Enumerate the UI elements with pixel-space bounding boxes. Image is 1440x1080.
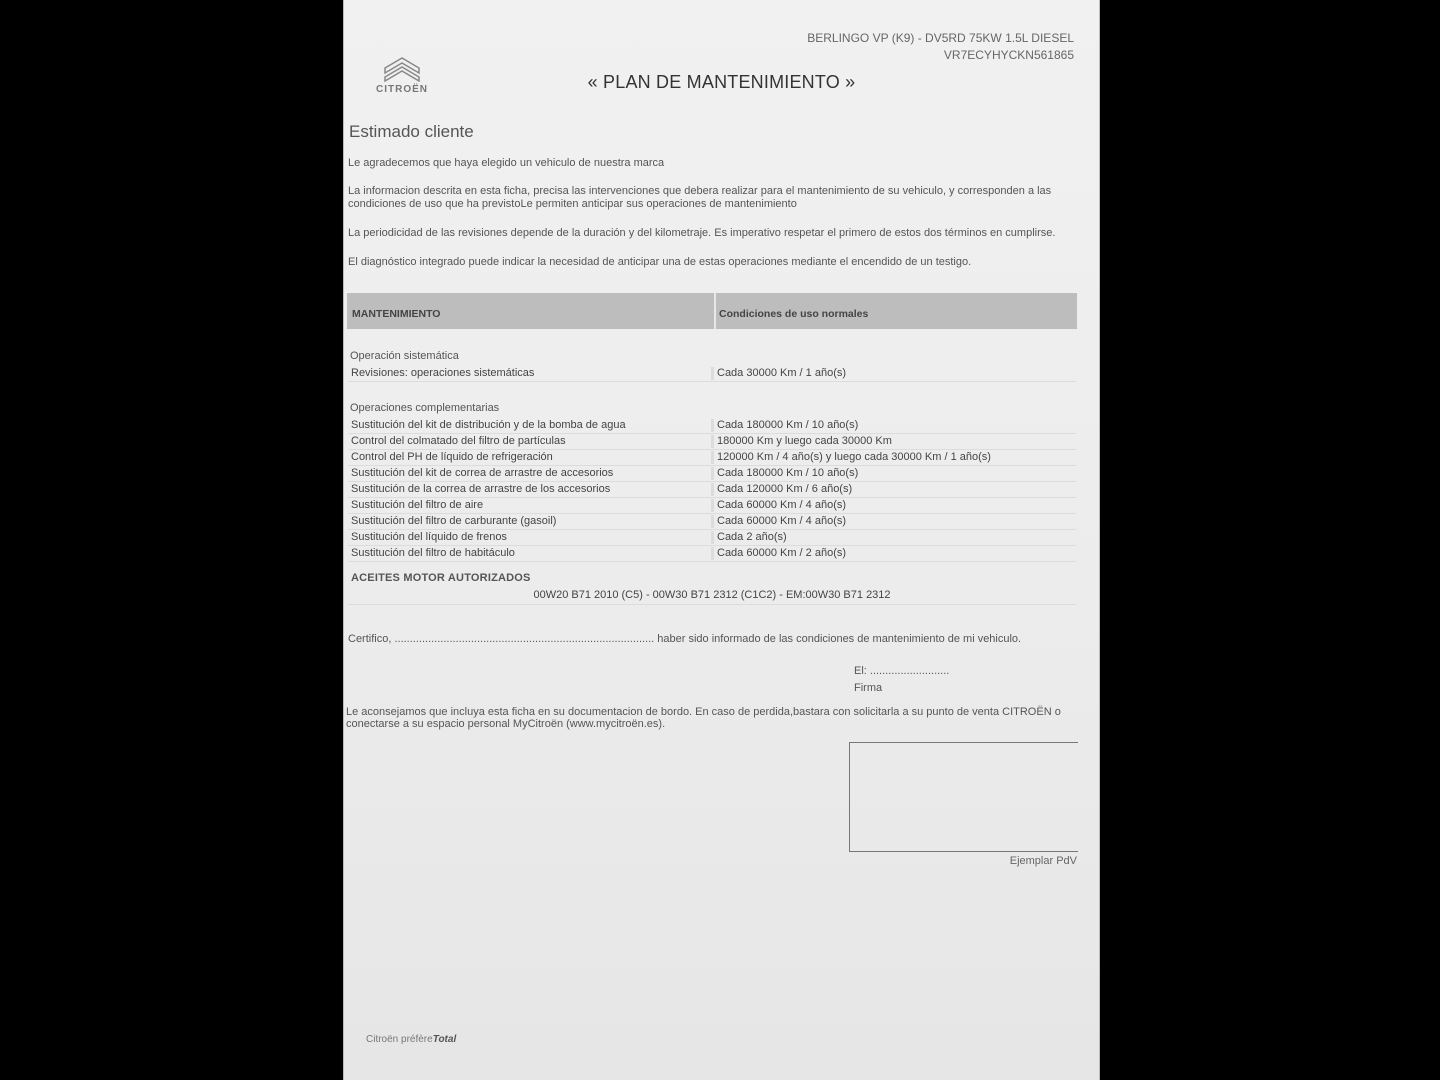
row-divider [711, 467, 714, 480]
table-row [348, 514, 1076, 530]
signature-label: Firma [854, 682, 883, 694]
header-divider [714, 293, 716, 329]
operation-label: Sustitución del filtro de carburante (gasoil) [351, 515, 557, 527]
operation-label: Control del PH de líquido de refrigeración [351, 451, 553, 463]
operation-label: Sustitución del filtro de aire [351, 499, 484, 511]
page-title: « PLAN DE MANTENIMIENTO » [587, 72, 856, 92]
footer-slogan [366, 1034, 456, 1045]
table-row [348, 546, 1076, 562]
operation-label: Sustitución de la correa de arrastre de los accesorios [351, 483, 611, 495]
footer-text: Citroën préfère [366, 1034, 433, 1045]
complementary-list [348, 418, 1076, 562]
row-divider [711, 451, 714, 464]
operation-label: Sustitución del líquido de frenos [351, 531, 507, 543]
condition-value: Cada 60000 Km / 4 año(s) [717, 499, 847, 511]
vehicle-info [807, 30, 1074, 64]
paragraph-diagnostic: El diagnóstico integrado puede indicar la necesidad de anticipar una de estas operaciones mediante el encendido de un testigo. [348, 256, 972, 268]
paragraph-thanks: Le agradecemos que haya elegido un vehiculo de nuestra marca [348, 157, 665, 169]
advice-text: Le aconsejamos que incluya esta ficha en su documentacion de bordo. En caso de perdida,bastara con solicitarla a su punto de venta CITROËN o conectarse a su espacio personal MyCitroën (www.mycitroën.es). [346, 706, 1061, 730]
table-row [348, 418, 1076, 434]
header-conditions: Condiciones de uso normales [719, 308, 869, 320]
row-divider [711, 499, 714, 512]
condition-value: Cada 2 año(s) [717, 531, 787, 543]
oils-heading: ACEITES MOTOR AUTORIZADOS [351, 572, 531, 584]
condition-value: Cada 180000 Km / 10 año(s) [717, 419, 859, 431]
row-divider [711, 419, 714, 432]
brand-name: CITROËN [376, 84, 428, 95]
systematic-list [348, 366, 1076, 382]
table-row [348, 466, 1076, 482]
header-maintenance: MANTENIMIENTO [352, 308, 441, 320]
row-divider [711, 483, 714, 496]
condition-value: Cada 120000 Km / 6 año(s) [717, 483, 853, 495]
complementary-heading: Operaciones complementarias [350, 402, 500, 414]
greeting: Estimado cliente [349, 122, 474, 141]
systematic-heading: Operación sistemática [350, 350, 459, 362]
footer-emphasis: Total [432, 1034, 457, 1045]
table-row [348, 450, 1076, 466]
dealer-stamp-box [849, 742, 1078, 852]
condition-value: Cada 60000 Km / 2 año(s) [717, 547, 847, 559]
operation-label: Sustitución del filtro de habitáculo [351, 547, 515, 559]
paragraph-periodicity: La periodicidad de las revisiones depende de la duración y del kilometraje. Es imperativo respetar el primero de estos dos términos en cumplirse. [348, 227, 1056, 239]
operation-label: Revisiones: operaciones sistemáticas [351, 367, 535, 379]
operation-label: Sustitución del kit de distribución y de la bomba de agua [351, 419, 626, 431]
table-row [348, 366, 1076, 382]
stamp-caption: Ejemplar PdV [1009, 855, 1077, 867]
table-row [348, 482, 1076, 498]
table-row [348, 434, 1076, 450]
table-row [348, 498, 1076, 514]
table-row [348, 530, 1076, 546]
row-divider [711, 367, 714, 380]
condition-value: 120000 Km / 4 año(s) y luego cada 30000 Km / 1 año(s) [717, 451, 991, 463]
table-header [347, 293, 1077, 329]
vehicle-model: BERLINGO VP (K9) - DV5RD 75KW 1.5L DIESEL [807, 31, 1074, 45]
condition-value: 180000 Km y luego cada 30000 Km [717, 435, 892, 447]
oils-value: 00W20 B71 2010 (C5) - 00W30 B71 2312 (C1C2) - EM:00W30 B71 2312 [348, 589, 1076, 605]
condition-value: Cada 30000 Km / 1 año(s) [717, 367, 847, 379]
condition-value: Cada 60000 Km / 4 año(s) [717, 515, 847, 527]
row-divider [711, 531, 714, 544]
certification-text: Certifico, ..................................................................................... haber sido informado de las condiciones de mantenimiento de mi vehiculo. [348, 633, 1022, 645]
signature-date: El: .......................... [854, 665, 950, 677]
paragraph-info: La informacion descrita en esta ficha, precisa las intervenciones que debera realizar para el mantenimiento de su vehiculo, y corresponden a las condiciones de uso que ha previstoLe permiten anticipar sus operaciones de mantenimiento [348, 185, 1052, 210]
operation-label: Sustitución del kit de correa de arrastre de accesorios [351, 467, 614, 479]
vehicle-vin: VR7ECYHYCKN561865 [943, 48, 1074, 62]
row-divider [711, 435, 714, 448]
maintenance-sheet [343, 0, 1100, 1080]
row-divider [711, 547, 714, 560]
row-divider [711, 515, 714, 528]
operation-label: Control del colmatado del filtro de partículas [351, 435, 566, 447]
condition-value: Cada 180000 Km / 10 año(s) [717, 467, 859, 479]
